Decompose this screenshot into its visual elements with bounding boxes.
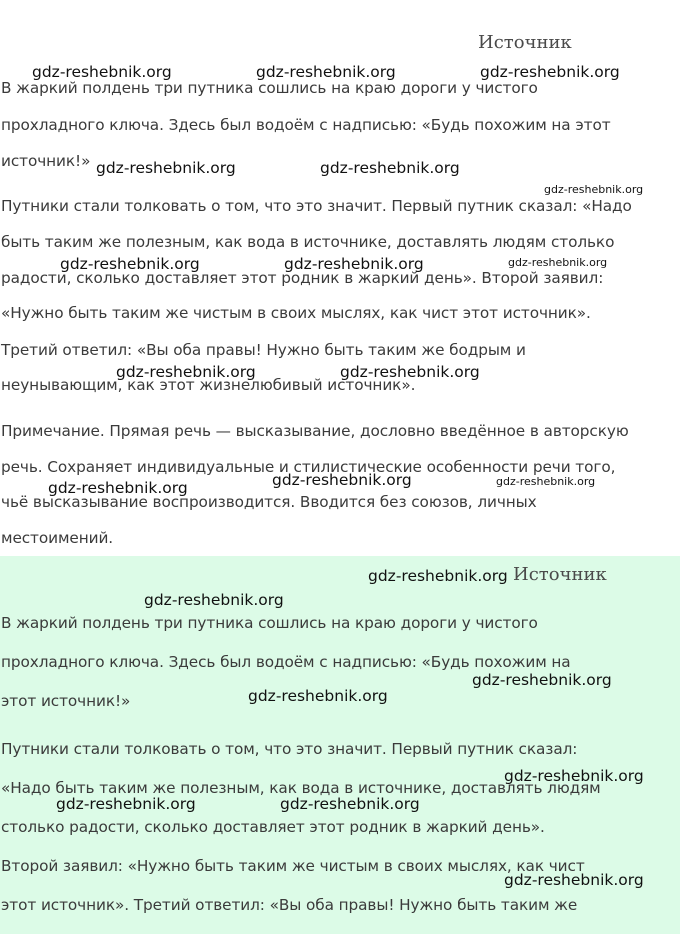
text-line: Второй заявил: «Нужно быть таким же чистым в своих мыслях, как чист [1, 857, 585, 875]
watermark: gdz-reshebnik.org [144, 591, 284, 609]
text-line: В жаркий полдень три путника сошлись на краю дороги у чистого [1, 79, 538, 97]
watermark: gdz-reshebnik.org [60, 255, 200, 273]
watermark: gdz-reshebnik.org [472, 671, 612, 689]
watermark: gdz-reshebnik.org [544, 183, 644, 196]
watermark: gdz-reshebnik.org [272, 471, 412, 489]
watermark: gdz-reshebnik.org [96, 159, 236, 177]
text-line: «Надо быть таким же полезным, как вода в источнике, доставлять людям [1, 779, 601, 797]
section-title: Источник [478, 32, 572, 53]
text-line: Примечание. Прямая речь — высказывание, дословно введённое в авторскую [1, 422, 629, 440]
watermark: gdz-reshebnik.org [496, 475, 596, 488]
text-line: неунывающим, как этот жизнелюбивый источник». [1, 376, 416, 394]
watermark: gdz-reshebnik.org [48, 479, 188, 497]
text-line: прохладного ключа. Здесь был водоём с надписью: «Будь похожим на этот [1, 116, 611, 134]
section-title: Источник [513, 564, 607, 585]
text-line: источник!» [1, 152, 91, 170]
text-line: В жаркий полдень три путника сошлись на краю дороги у чистого [1, 614, 538, 632]
text-line: Третий ответил: «Вы оба правы! Нужно быть таким же бодрым и [1, 341, 526, 359]
text-line: этот источник!» [1, 692, 131, 710]
watermark: gdz-reshebnik.org [56, 795, 196, 813]
watermark: gdz-reshebnik.org [504, 767, 644, 785]
watermark: gdz-reshebnik.org [116, 363, 256, 381]
text-line: чьё высказывание воспроизводится. Вводится без союзов, личных [1, 493, 537, 511]
watermark: gdz-reshebnik.org [508, 256, 608, 269]
watermark: gdz-reshebnik.org [340, 363, 480, 381]
text-line: Путники стали толковать о том, что это значит. Первый путник сказал: [1, 740, 578, 758]
text-line: столько радости, сколько доставляет этот родник в жаркий день». [1, 818, 545, 836]
watermark: gdz-reshebnik.org [284, 255, 424, 273]
text-line: «Нужно быть таким же чистым в своих мыслях, как чист этот источник». [1, 304, 591, 322]
watermark: gdz-reshebnik.org [280, 795, 420, 813]
watermark: gdz-reshebnik.org [256, 63, 396, 81]
text-line: этот источник». Третий ответил: «Вы оба правы! Нужно быть таким же [1, 896, 578, 914]
watermark: gdz-reshebnik.org [248, 687, 388, 705]
watermark: gdz-reshebnik.org [32, 63, 172, 81]
watermark: gdz-reshebnik.org [504, 871, 644, 889]
text-line: речь. Сохраняет индивидуальные и стилистические особенности речи того, [1, 458, 616, 476]
text-line: местоимений. [1, 529, 114, 547]
text-line: Путники стали толковать о том, что это значит. Первый путник сказал: «Надо [1, 197, 632, 215]
text-line: прохладного ключа. Здесь был водоём с надписью: «Будь похожим на [1, 653, 571, 671]
text-line: радости, сколько доставляет этот родник в жаркий день». Второй заявил: [1, 269, 604, 287]
text-line: быть таким же полезным, как вода в источнике, доставлять людям столько [1, 233, 615, 251]
watermark: gdz-reshebnik.org [368, 567, 508, 585]
watermark: gdz-reshebnik.org [320, 159, 460, 177]
watermark: gdz-reshebnik.org [480, 63, 620, 81]
